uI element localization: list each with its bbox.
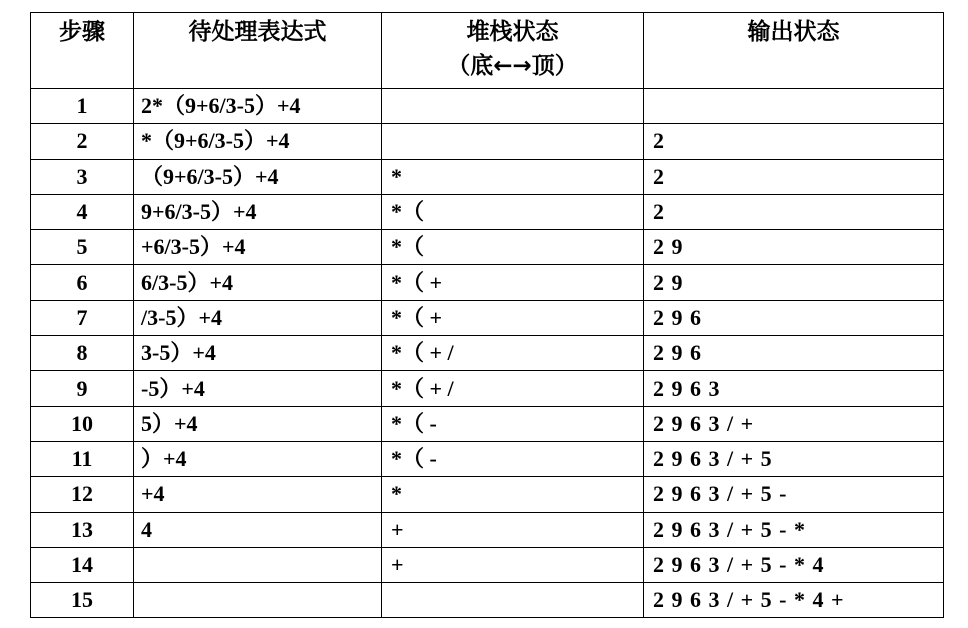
header-row: [31, 13, 944, 89]
step-cell: 3: [31, 159, 134, 194]
output-cell: 2 9 6 3 / + 5: [644, 441, 944, 476]
table-row: [31, 230, 944, 265]
output-cell: 2: [644, 159, 944, 194]
table-row: [31, 89, 944, 124]
expression-cell: [134, 583, 382, 618]
expression-cell: +4: [134, 477, 382, 512]
output-cell: [644, 89, 944, 124]
stack-cell: *（ +: [382, 265, 644, 300]
header-step-label: 步骤: [59, 19, 105, 45]
output-cell: 2 9 6: [644, 336, 944, 371]
output-cell: 2 9 6 3 / + 5 - *: [644, 512, 944, 547]
output-cell: 2: [644, 194, 944, 229]
conversion-table: [30, 12, 944, 618]
stack-cell: [382, 583, 644, 618]
step-cell: 1: [31, 89, 134, 124]
stack-cell: *（ + /: [382, 336, 644, 371]
table-row: [31, 512, 944, 547]
step-cell: 12: [31, 477, 134, 512]
stack-cell: *（: [382, 230, 644, 265]
header-expression-label: 待处理表达式: [188, 19, 327, 45]
output-cell: 2 9 6 3 / +: [644, 406, 944, 441]
output-cell: 2 9 6 3 / + 5 -: [644, 477, 944, 512]
output-cell: 2 9: [644, 265, 944, 300]
header-stack-label: 堆栈状态: [466, 19, 559, 45]
step-cell: 5: [31, 230, 134, 265]
table-row: [31, 194, 944, 229]
step-cell: 2: [31, 124, 134, 159]
stack-cell: *（: [382, 194, 644, 229]
output-cell: 2: [644, 124, 944, 159]
header-output-label: 输出状态: [747, 19, 840, 45]
expression-cell: 5）+4: [134, 406, 382, 441]
table-row: [31, 441, 944, 476]
expression-cell: +6/3-5）+4: [134, 230, 382, 265]
header-step: [31, 13, 134, 89]
header-output: [644, 13, 944, 89]
stack-cell: *（ +: [382, 300, 644, 335]
expression-cell: /3-5）+4: [134, 300, 382, 335]
expression-cell: [134, 547, 382, 582]
table-row: [31, 265, 944, 300]
output-cell: 2 9: [644, 230, 944, 265]
stack-cell: +: [382, 512, 644, 547]
step-cell: 15: [31, 583, 134, 618]
expression-cell: ）+4: [134, 441, 382, 476]
table-row: [31, 477, 944, 512]
table-row: [31, 336, 944, 371]
step-cell: 10: [31, 406, 134, 441]
step-cell: 9: [31, 371, 134, 406]
step-cell: 11: [31, 441, 134, 476]
stack-cell: *: [382, 477, 644, 512]
stack-cell: [382, 89, 644, 124]
expression-cell: 6/3-5）+4: [134, 265, 382, 300]
stack-cell: *（ -: [382, 441, 644, 476]
output-cell: 2 9 6 3 / + 5 - * 4: [644, 547, 944, 582]
step-cell: 6: [31, 265, 134, 300]
step-cell: 7: [31, 300, 134, 335]
expression-cell: 9+6/3-5）+4: [134, 194, 382, 229]
step-cell: 4: [31, 194, 134, 229]
output-cell: 2 9 6: [644, 300, 944, 335]
table-row: [31, 124, 944, 159]
expression-cell: （9+6/3-5）+4: [134, 159, 382, 194]
table-row: [31, 583, 944, 618]
table-row: [31, 159, 944, 194]
expression-cell: 2*（9+6/3-5）+4: [134, 89, 382, 124]
expression-cell: 4: [134, 512, 382, 547]
stack-cell: *（ -: [382, 406, 644, 441]
expression-cell: *（9+6/3-5）+4: [134, 124, 382, 159]
stack-cell: *: [382, 159, 644, 194]
step-cell: 8: [31, 336, 134, 371]
expression-cell: -5）+4: [134, 371, 382, 406]
table-row: [31, 371, 944, 406]
table-row: [31, 300, 944, 335]
stack-cell: +: [382, 547, 644, 582]
expression-cell: 3-5）+4: [134, 336, 382, 371]
header-expression: [134, 13, 382, 89]
output-cell: 2 9 6 3: [644, 371, 944, 406]
output-cell: 2 9 6 3 / + 5 - * 4 +: [644, 583, 944, 618]
header-stack-sublabel: （底←→顶）: [447, 53, 578, 79]
table-row: [31, 547, 944, 582]
stack-cell: [382, 124, 644, 159]
header-stack: [382, 13, 644, 89]
step-cell: 13: [31, 512, 134, 547]
stack-cell: *（ + /: [382, 371, 644, 406]
step-cell: 14: [31, 547, 134, 582]
table-row: [31, 406, 944, 441]
